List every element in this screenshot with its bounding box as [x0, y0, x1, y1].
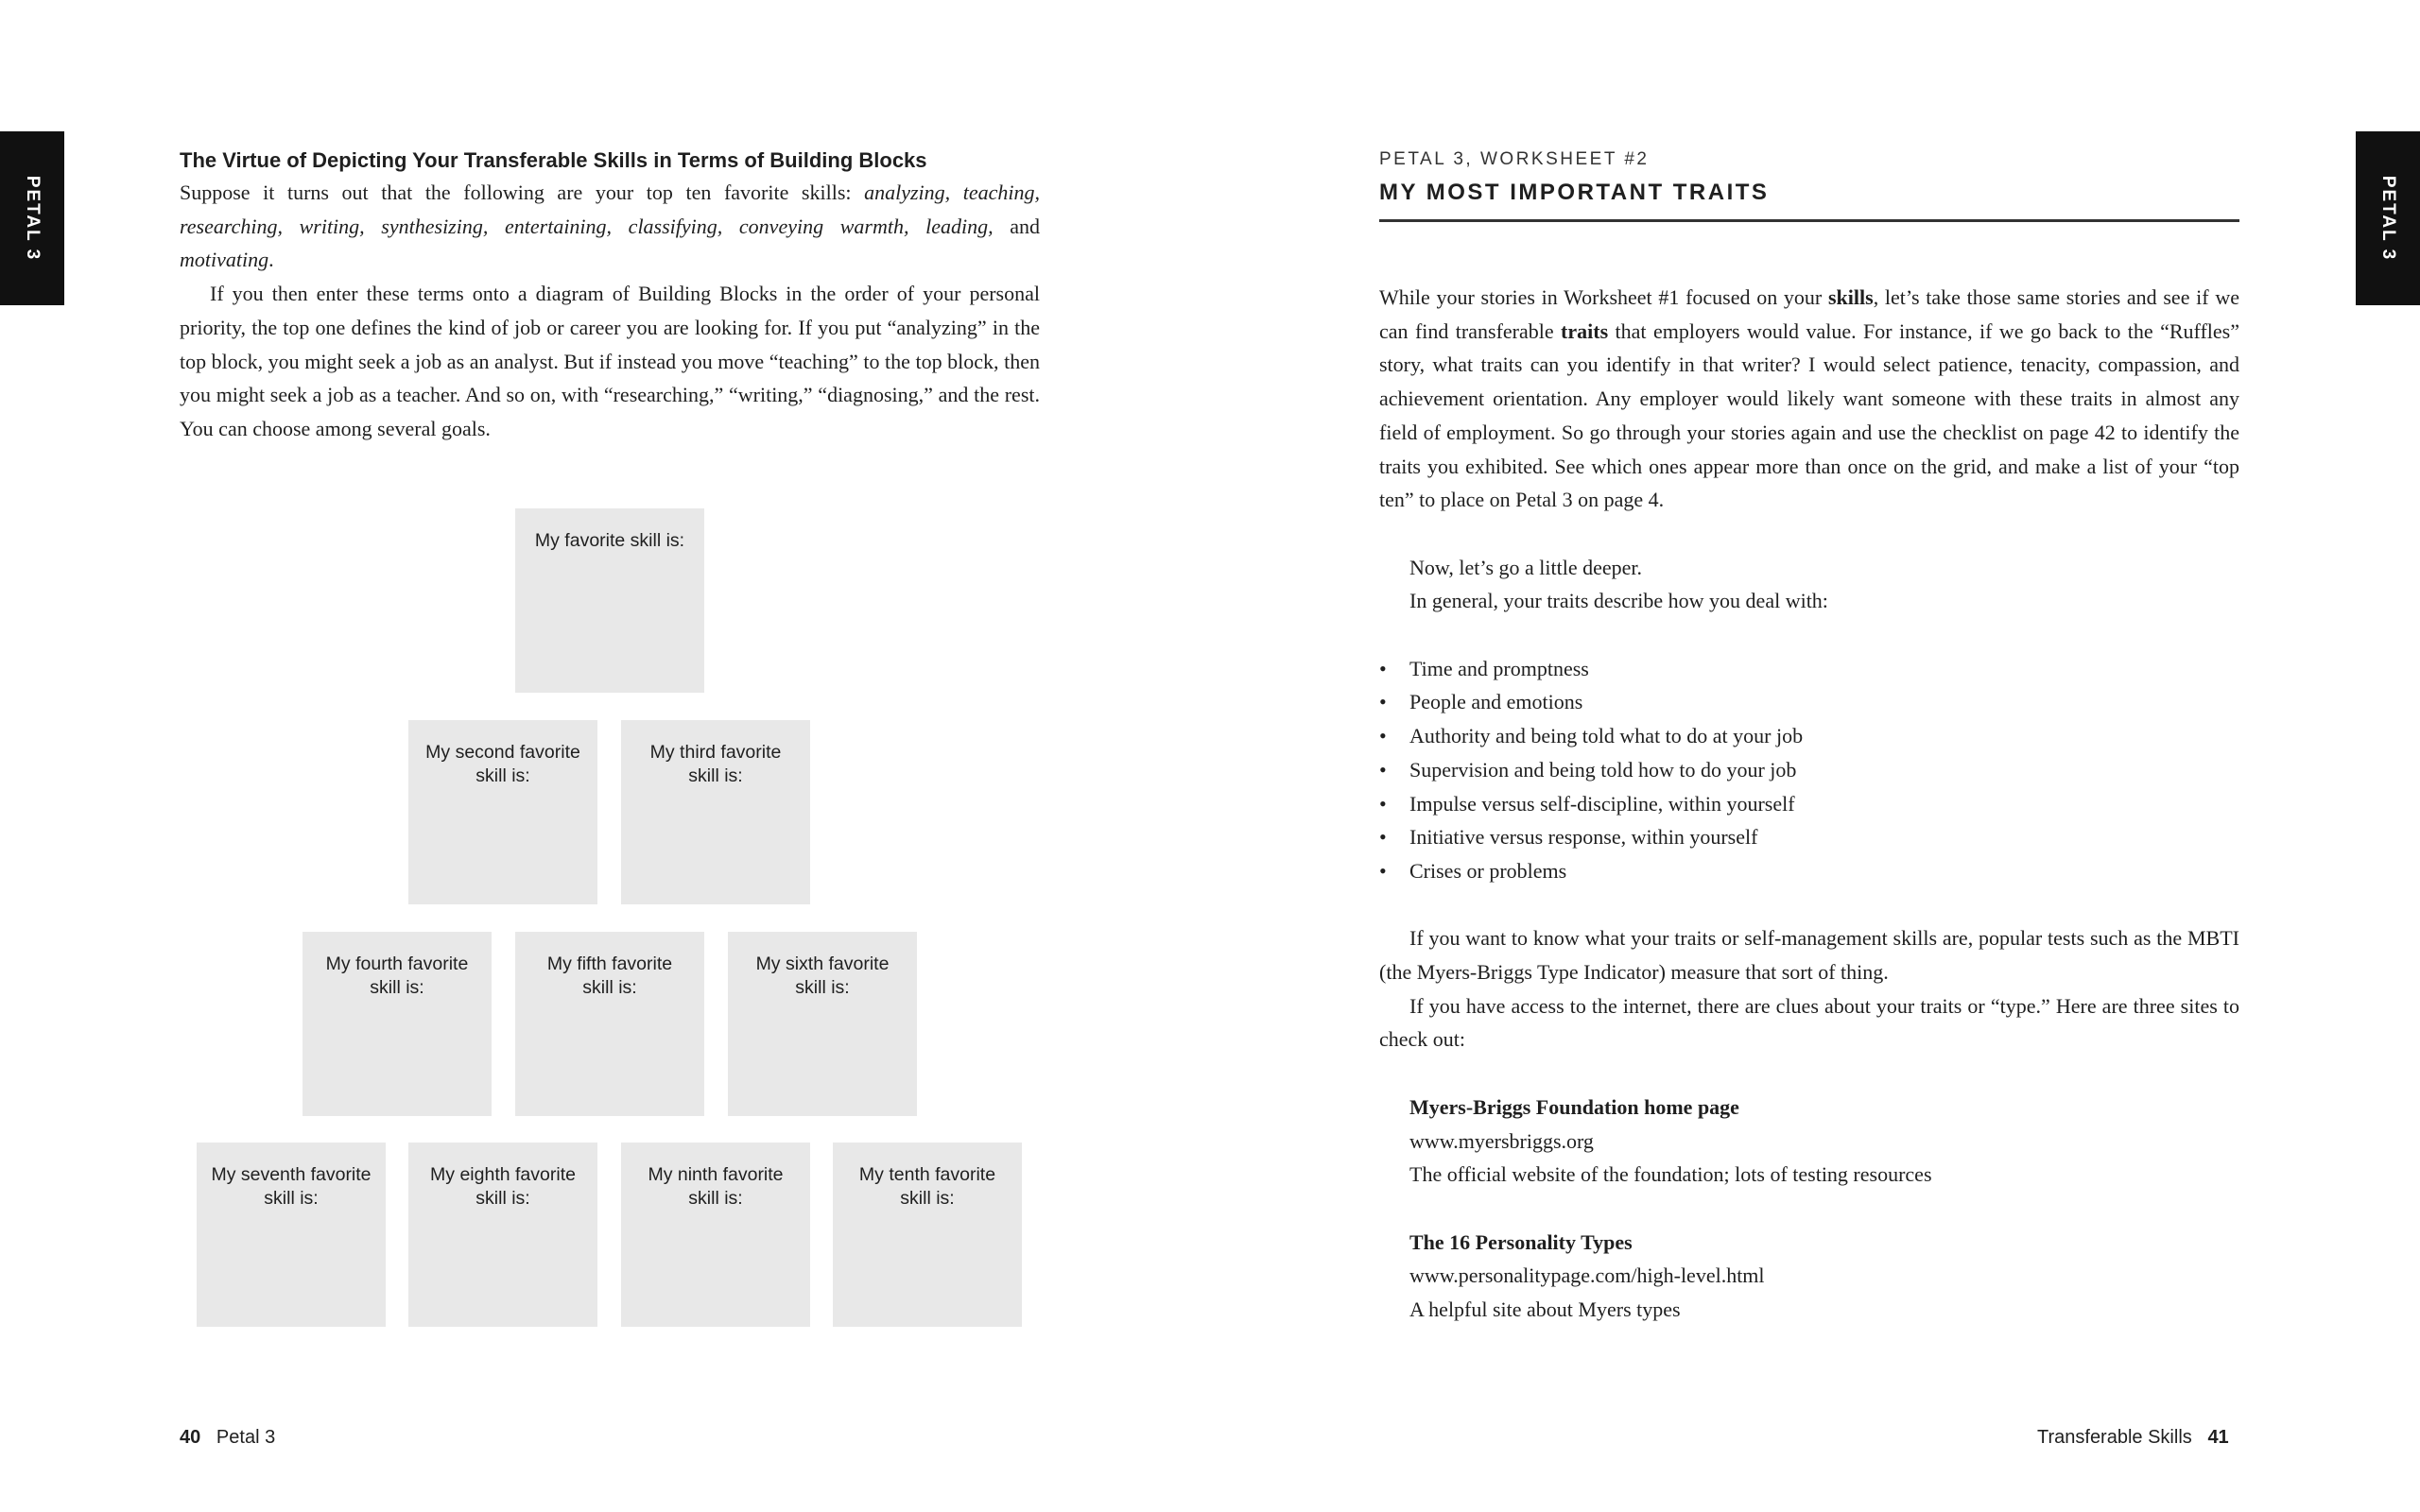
text-run: that employers would value. For instance, if we go back to the “Ruffles” story, what traits can you identify in that writer? I would select patience, tenacity, compassion, and achievement orientation. Any employer would likely want someone with these traits in almost any field of employment. So go through your stories again and use the checklist on page 42 to identify the traits you exhibited. See which ones appear more than once on the grid, and make a list of your “top ten” to place on Petal 3 on page 4. [1379, 318, 2239, 512]
worksheet-title: MY MOST IMPORTANT TRAITS [1379, 180, 1770, 205]
petal-side-tab-left [0, 131, 64, 305]
section-heading: The Virtue of Depicting Your Transferable Skills in Terms of Building Blocks [180, 148, 927, 172]
skills-bold: skills [1827, 285, 1874, 309]
traits-intro-paragraph [1379, 281, 2239, 517]
right-footer [2037, 1425, 2229, 1450]
skill-block-8 [408, 1143, 597, 1327]
skill-block-label: My third favorite skill is: [649, 742, 782, 786]
list-item: • Time and promptness [1379, 652, 2239, 686]
site-url: www.personalitypage.com/high-level.html [1409, 1263, 1765, 1288]
list-item: • Supervision and being told how to do your job [1379, 753, 2239, 787]
skill-block-5 [515, 932, 704, 1116]
skill-block-label: My ninth favorite skill is: [648, 1164, 784, 1209]
priority-paragraph: If you then enter these terms onto a diagram of Building Blocks in the order of your personal priority, the top one defines the kind of job or career you are looking for. If you put “analyzing” in the top block, you might seek a job as an analyst. But if instead you move “teaching” to the top block, then you might seek a job as a teacher. And so on, with “researching,” “writing,” “diagnosing,” and the rest. You can choose among several goals. [180, 282, 1040, 440]
list-item: • People and emotions [1379, 685, 2239, 719]
left-text-column [180, 146, 1040, 446]
spacer [1379, 1057, 2239, 1091]
spacer [1379, 888, 2239, 922]
skill-block-6 [728, 932, 917, 1116]
spacer [1379, 517, 2239, 551]
side-tab-label: PETAL 3 [23, 175, 43, 262]
skill-block-3 [621, 720, 810, 904]
right-text-column [1379, 146, 2239, 1327]
internet-paragraph: If you have access to the internet, there are clues about your traits or “type.” Here are three sites to check out: [1379, 993, 2239, 1052]
site-entry-1 [1379, 1091, 2239, 1192]
last-skill: motivating [180, 248, 269, 272]
skill-block-label: My fifth favorite skill is: [546, 954, 673, 998]
text-run: , let’s take those same stories and see if we can find transferable [1379, 285, 2239, 343]
skill-block-label: My favorite skill is: [534, 530, 685, 551]
footer-section: Transferable Skills [2037, 1427, 2192, 1448]
spacer [1379, 222, 2239, 281]
site-name: Myers-Briggs Foundation home page [1409, 1094, 1739, 1119]
footer-section: Petal 3 [216, 1427, 276, 1448]
skill-block-10 [833, 1143, 1022, 1327]
general-line: In general, your traits describe how you deal with: [1409, 589, 1828, 613]
skill-block-1 [515, 508, 704, 693]
skill-block-label: My second favorite skill is: [425, 742, 580, 786]
deeper-line: Now, let’s go a little deeper. [1409, 555, 1643, 579]
traits-list [1379, 652, 2239, 888]
worksheet-kicker: PETAL 3, WORKSHEET #2 [1379, 149, 1650, 169]
intro-paragraph [180, 176, 1040, 277]
skill-block-label: My eighth favorite skill is: [430, 1164, 576, 1209]
site-description: A helpful site about Myers types [1409, 1297, 1681, 1322]
text-run: While your stories in Worksheet #1 focused on your [1379, 285, 1828, 309]
skill-block-label: My seventh favorite skill is: [211, 1164, 372, 1209]
and-word: and [993, 214, 1040, 238]
site-entry-2 [1379, 1226, 2239, 1327]
page-number: 41 [2207, 1427, 2229, 1448]
list-item: • Crises or problems [1379, 854, 2239, 888]
skill-block-label: My tenth favorite skill is: [858, 1164, 996, 1209]
page-number: 40 [180, 1427, 201, 1448]
skill-block-4 [302, 932, 492, 1116]
spacer [1379, 1192, 2239, 1226]
traits-bold: traits [1561, 318, 1609, 343]
spacer [1379, 618, 2239, 652]
side-tab-label: PETAL 3 [2378, 175, 2398, 262]
petal-side-tab-right [2356, 131, 2420, 305]
list-item: • Initiative versus response, within yourself [1379, 820, 2239, 854]
tests-paragraph: If you want to know what your traits or self-management skills are, popular tests such as the MBTI (the Myers-Briggs Type Indicator) measure that sort of thing. [1379, 926, 2239, 985]
site-description: The official website of the foundation; lots of testing resources [1409, 1162, 1932, 1187]
list-item: • Impulse versus self-discipline, within yourself [1379, 787, 2239, 821]
skill-block-7 [197, 1143, 386, 1327]
site-url: www.myersbriggs.org [1409, 1128, 1594, 1153]
intro-text: Suppose it turns out that the following are your top ten favorite skills: [180, 180, 865, 204]
skill-block-9 [621, 1143, 810, 1327]
skills-list: analyzing, teaching, researching, writing, synthesizing, entertaining, classifying, conveying warmth, leading, [180, 180, 1041, 238]
site-name: The 16 Personality Types [1409, 1229, 1633, 1254]
left-footer [180, 1425, 275, 1450]
skill-block-2 [408, 720, 597, 904]
sentence-end: . [268, 248, 274, 272]
list-item: • Authority and being told what to do at your job [1379, 719, 2239, 753]
skill-block-label: My fourth favorite skill is: [325, 954, 469, 998]
skill-block-label: My sixth favorite skill is: [755, 954, 890, 998]
